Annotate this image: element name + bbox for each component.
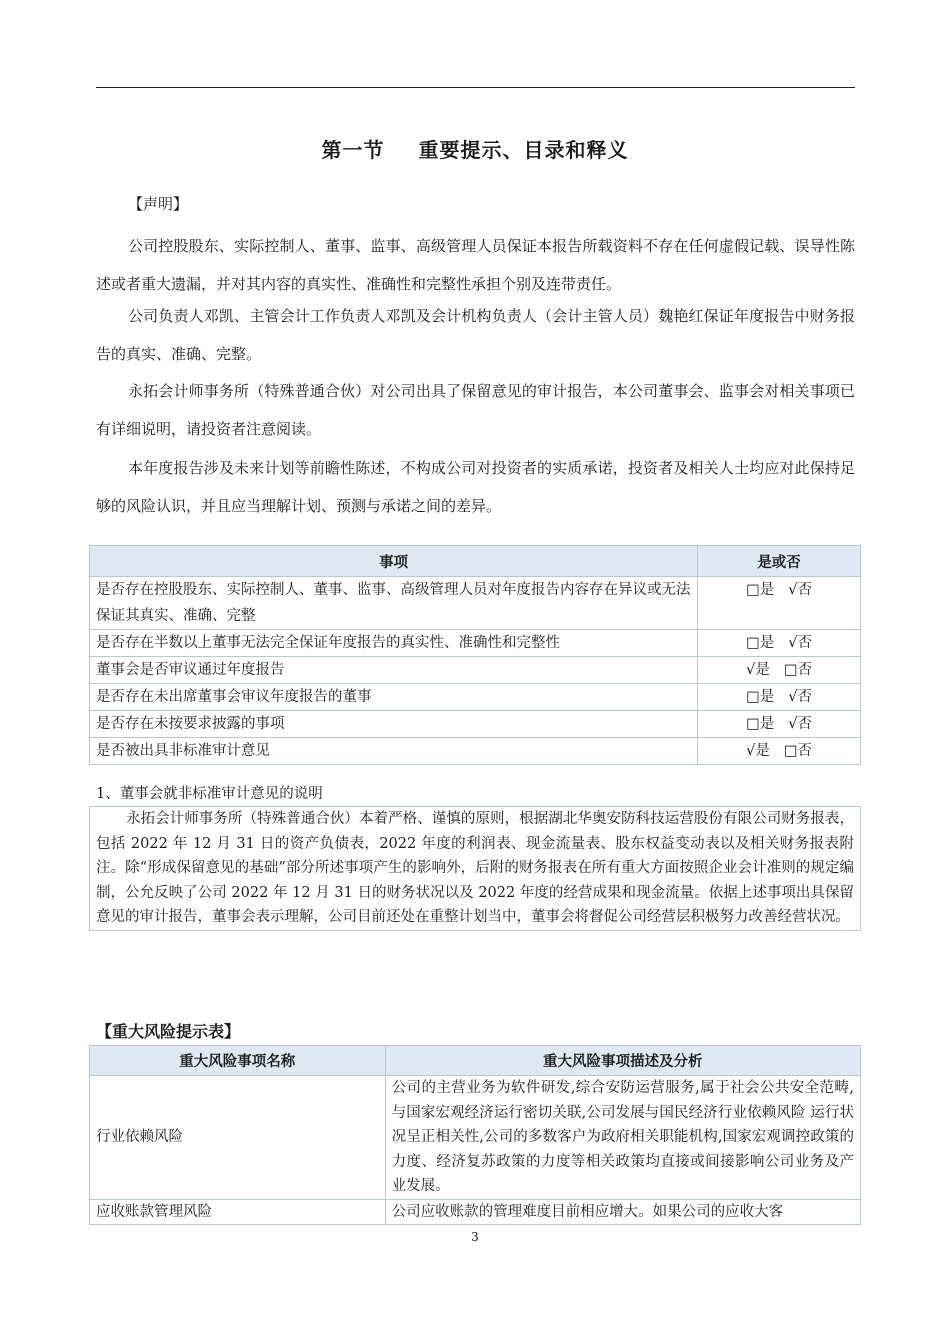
- no-option: √否: [788, 582, 813, 598]
- paragraph-auditor: 永拓会计师事务所（特殊普通合伙）对公司出具了保留意见的审计报告，本公司董事会、监事会对相关事项已有详细说明，请投资者注意阅读。: [96, 382, 855, 438]
- risk-table-heading: 【重大风险提示表】: [96, 1022, 241, 1041]
- matter-item: 是否存在控股股东、实际控制人、董事、监事、高级管理人员对年度报告内容存在异议或无法保证其真实、准确、完整: [90, 577, 698, 630]
- risk-table: [89, 1045, 861, 1225]
- no-option: √否: [788, 716, 813, 732]
- column-header-yes-no: 是或否: [698, 546, 861, 577]
- nonstandard-opinion-text: 永拓会计师事务所（特殊普通合伙）本着严格、谨慎的原则，根据湖北华奥安防科技运营股份有限公司财务报表，包括 2022 年 12 月 31 日的资产负债表，2022 年度的利润表、现金流量表、股东权益变动表以及相关财务报表附注。除“形成保留意见的基础”部分所述事项产生的影响外，后附的财务报表在所有重大方面按照企业会计准则的规定编制，公允反映了公司 2022 年 12 月 31 日的财务状况以及 2022 年度的经营成果和现金流量。依据上述事项出具保留意见的审计报告，董事会表示理解，公司目前还处在重整计划当中，董事会将督促公司经营层积极努力改善经营状况。: [89, 806, 861, 931]
- no-option: √否: [788, 635, 813, 651]
- matter-item: 董事会是否审议通过年度报告: [90, 657, 698, 684]
- page-number: 3: [471, 1230, 479, 1244]
- header-rule: [96, 87, 855, 88]
- risk-description: 公司应收账款的管理难度目前相应增大。如果公司的应收大客: [385, 1199, 860, 1225]
- yes-no-cell: [698, 711, 861, 738]
- yes-option: □是: [746, 689, 775, 705]
- matter-item: 是否被出具非标准审计意见: [90, 738, 698, 765]
- yes-option: □是: [746, 716, 775, 732]
- nonstandard-opinion-title: 1、董事会就非标准审计意见的说明: [96, 786, 323, 802]
- no-option: □否: [783, 743, 813, 759]
- no-option: √否: [788, 689, 813, 705]
- matters-table: [89, 545, 861, 765]
- table-row: [90, 684, 861, 711]
- table-header-row: [90, 1046, 861, 1076]
- table-row: [90, 657, 861, 684]
- column-header-risk-description: 重大风险事项描述及分析: [385, 1046, 860, 1076]
- matter-item: 是否存在半数以上董事无法完全保证年度报告的真实性、准确性和完整性: [90, 630, 698, 657]
- paragraph-guarantee: 公司控股股东、实际控制人、董事、监事、高级管理人员保证本报告所载资料不存在任何虚假记载、误导性陈述或者重大遗漏，并对其内容的真实性、准确性和完整性承担个别及连带责任。: [96, 237, 855, 293]
- section-title-text: 重要提示、目录和释义: [418, 138, 629, 162]
- matter-item: 是否存在未按要求披露的事项: [90, 711, 698, 738]
- section-number: 第一节: [321, 138, 385, 162]
- table-row: [90, 1076, 861, 1200]
- declaration-label: 【声明】: [128, 195, 189, 213]
- paragraph-responsible-persons: 公司负责人邓凯、主管会计工作负责人邓凯及会计机构负责人（会计主管人员）魏艳红保证年度报告中财务报告的真实、准确、完整。: [96, 307, 855, 363]
- table-row: [90, 738, 861, 765]
- risk-name: 行业依赖风险: [90, 1076, 386, 1200]
- section-title: [0, 134, 950, 163]
- no-option: □否: [783, 662, 813, 678]
- yes-option: □是: [746, 635, 775, 651]
- table-header-row: [90, 546, 861, 577]
- yes-no-cell: [698, 630, 861, 657]
- column-header-item: 事项: [90, 546, 698, 577]
- table-row: [90, 1199, 861, 1225]
- column-header-risk-name: 重大风险事项名称: [90, 1046, 386, 1076]
- yes-option: √是: [746, 662, 770, 678]
- yes-no-cell: [698, 657, 861, 684]
- table-row: [90, 577, 861, 630]
- yes-option: □是: [746, 582, 775, 598]
- table-row: [90, 630, 861, 657]
- table-row: [90, 711, 861, 738]
- risk-description: 公司的主营业务为软件研发,综合安防运营服务,属于社会公共安全范畴,与国家宏观经济运行密切关联,公司发展与国民经济行业依赖风险 运行状况呈正相关性,公司的多数客户为政府相关职能机构,国家宏观调控政策的力度、经济复苏政策的力度等相关政策均直接或间接影响公司业务及产业发展。: [385, 1076, 860, 1200]
- risk-name: 应收账款管理风险: [90, 1199, 386, 1225]
- yes-option: √是: [746, 743, 770, 759]
- yes-no-cell: [698, 577, 861, 630]
- yes-no-cell: [698, 738, 861, 765]
- yes-no-cell: [698, 684, 861, 711]
- paragraph-forward-looking: 本年度报告涉及未来计划等前瞻性陈述，不构成公司对投资者的实质承诺，投资者及相关人士均应对此保持足够的风险认识，并且应当理解计划、预测与承诺之间的差异。: [96, 459, 855, 515]
- matter-item: 是否存在未出席董事会审议年度报告的董事: [90, 684, 698, 711]
